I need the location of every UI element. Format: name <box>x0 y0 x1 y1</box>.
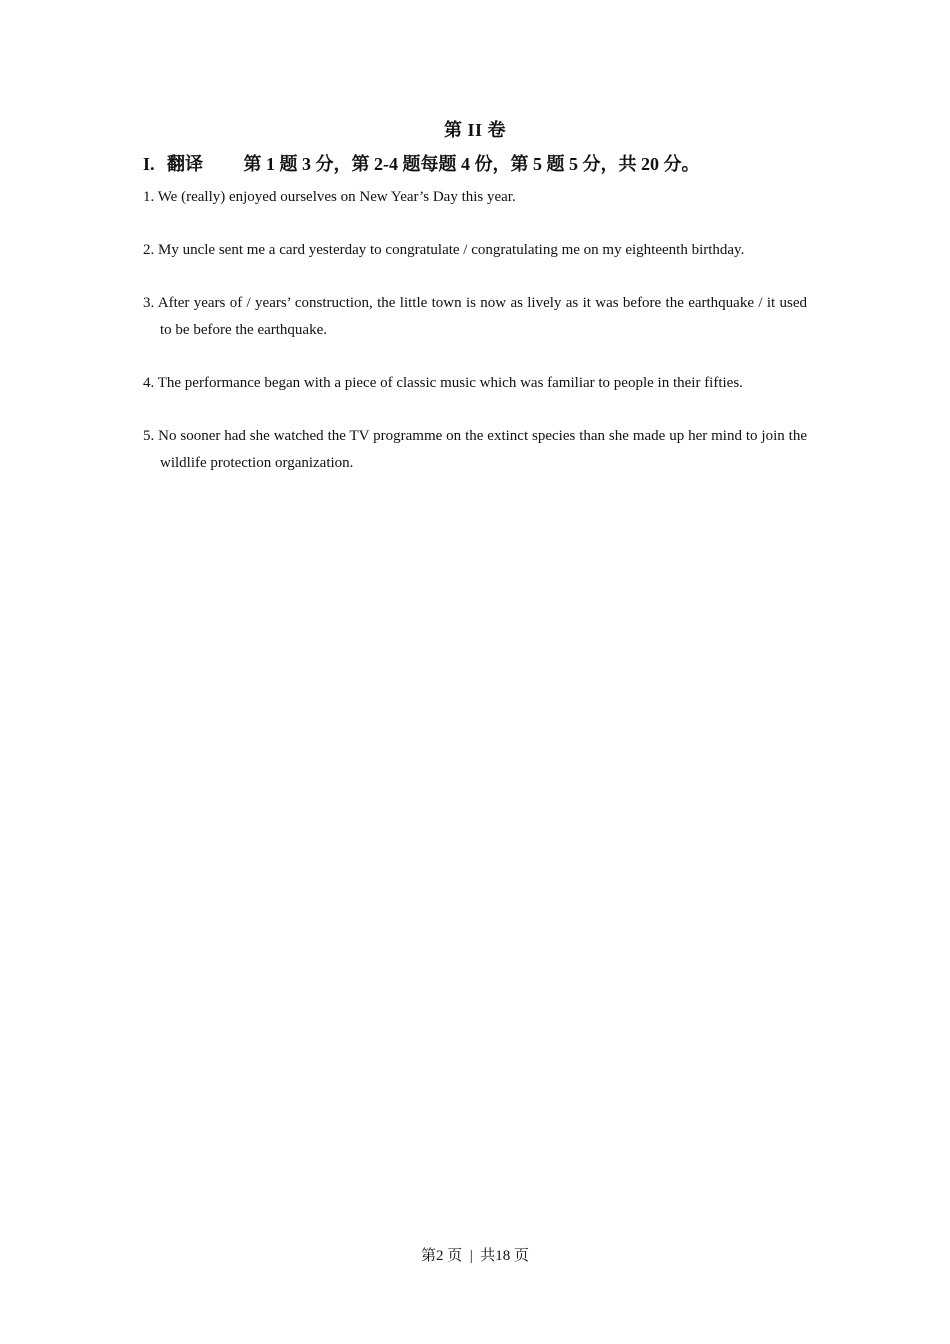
page-footer: 第2 页 | 共18 页 <box>420 1248 529 1264</box>
answer-item-4: 4. The performance began with a piece of classic music which was familiar to people in their fifties. <box>143 375 743 391</box>
answer-list <box>143 184 807 503</box>
answer-item-1: 1. We (really) enjoyed ourselves on New Year’s Day this year. <box>143 189 516 205</box>
answer-item-5: 5. No sooner had she watched the TV programme on the extinct species than she made up her mind to join the wildlife protection organization. <box>143 428 807 471</box>
section-heading <box>143 150 700 176</box>
section-number: I. <box>143 154 155 174</box>
section-scoring: 第 1 题 3 分，第 2-4 题每题 4 份，第 5 题 5 分，共 20 分。 <box>243 154 700 174</box>
answer-item-2: 2. My uncle sent me a card yesterday to congratulate / congratulating me on my eighteenth birthday. <box>143 242 745 258</box>
page-title: 第 II 卷 <box>443 120 506 140</box>
section-name: 翻译 <box>167 154 204 174</box>
answer-item-3: 3. After years of / years’ construction, the little town is now as lively as it was before the earthquake / it used to be before the earthquake. <box>143 295 807 338</box>
